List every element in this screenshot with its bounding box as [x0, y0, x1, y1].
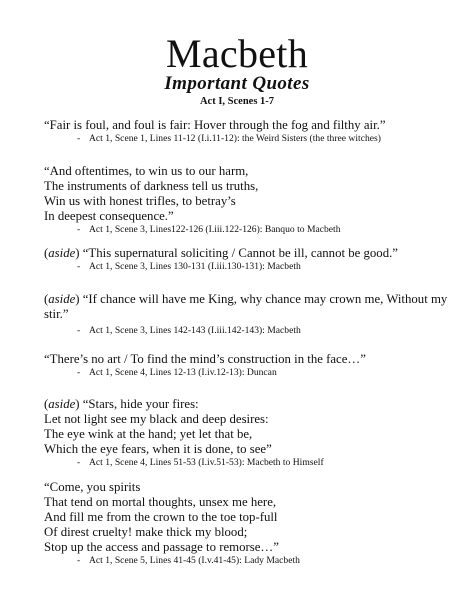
- citation-text: Act 1, Scene 5, Lines 41-45 (I.v.41-45): Lady Macbeth: [89, 555, 300, 566]
- quote-text: [44, 164, 454, 224]
- quote-5: [44, 352, 454, 379]
- quote-line: Let not light see my black and deep desires:: [44, 412, 269, 426]
- quote-line: “Come, you spirits: [44, 480, 141, 494]
- quote-citation: [77, 133, 454, 145]
- page-title: Macbeth: [165, 31, 309, 76]
- citation-dash: -: [77, 224, 81, 235]
- aside-paren: (: [44, 397, 49, 411]
- aside-paren: ): [75, 292, 80, 306]
- quote-text: [44, 292, 454, 322]
- quote-line: “Fair is foul, and foul is fair: Hover through the fog and filthy air.”: [44, 118, 386, 132]
- quote-line: [44, 397, 454, 412]
- quote-line: “And oftentimes, to win us to our harm,: [44, 164, 249, 178]
- quote-line: That tend on mortal thoughts, unsex me here,: [44, 495, 277, 509]
- aside-marker: aside: [48, 397, 76, 411]
- quote-text: [44, 352, 454, 367]
- quote-text: [44, 118, 454, 133]
- quote-text: [44, 246, 454, 261]
- quote-text: [44, 397, 454, 457]
- quote-body: “Stars, hide your fires:: [79, 397, 199, 411]
- quote-line: In deepest consequence.”: [44, 209, 174, 223]
- quote-citation: [77, 457, 454, 469]
- citation-dash: -: [77, 133, 81, 144]
- citation-dash: -: [77, 367, 81, 378]
- quote-7: [44, 480, 454, 567]
- citation-dash: -: [77, 325, 81, 336]
- aside-marker: aside: [48, 292, 76, 306]
- quote-line: Of direst cruelty! make thick my blood;: [44, 525, 248, 539]
- scene-range: Act I, Scenes 1-7: [199, 96, 275, 107]
- citation-text: Act 1, Scene 4, Lines 12-13 (I.iv.12-13): Duncan: [89, 367, 277, 378]
- quote-1: [44, 118, 454, 145]
- citation-text: Act 1, Scene 3, Lines 142-143 (I.iii.142-143): Macbeth: [89, 325, 301, 336]
- quote-line: Win us with honest trifles, to betray’s: [44, 194, 236, 208]
- aside-paren: (: [44, 246, 49, 260]
- quote-citation: [77, 555, 454, 567]
- quote-line: The eye wink at the hand; yet let that be,: [44, 427, 253, 441]
- citation-text: Act 1, Scene 3, Lines 130-131 (I.iii.130-131): Macbeth: [89, 261, 301, 272]
- aside-paren: ): [75, 246, 80, 260]
- quote-line: [44, 292, 454, 322]
- quote-line: The instruments of darkness tell us truths,: [44, 179, 259, 193]
- quote-body: “If chance will have me King, why chance may crown me, Without my stir.”: [44, 292, 448, 321]
- quote-citation: [77, 367, 454, 379]
- citation-text: Act 1, Scene 3, Lines122-126 (I.iii.122-126): Banquo to Macbeth: [89, 224, 341, 235]
- quote-3: [44, 246, 454, 273]
- citation-text: Act 1, Scene 1, Lines 11-12 (I.i.11-12): the Weird Sisters (the three witches): [89, 133, 381, 144]
- quote-6: [44, 397, 454, 469]
- citation-dash: -: [77, 555, 81, 566]
- citation-dash: -: [77, 261, 81, 272]
- citation-dash: -: [77, 457, 81, 468]
- quote-line: And fill me from the crown to the toe top-full: [44, 510, 278, 524]
- quote-citation: [77, 325, 454, 337]
- citation-text: Act 1, Scene 4, Lines 51-53 (I.iv.51-53): Macbeth to Himself: [89, 457, 324, 468]
- quote-line: Stop up the access and passage to remorse…”: [44, 540, 279, 554]
- quote-line: Which the eye fears, when it is done, to see”: [44, 442, 272, 456]
- quote-line: “There’s no art / To find the mind’s construction in the face…”: [44, 352, 366, 366]
- page-subtitle: Important Quotes: [164, 73, 310, 94]
- quote-2: [44, 164, 454, 236]
- quote-line: [44, 246, 454, 261]
- aside-marker: aside: [48, 246, 76, 260]
- quote-citation: [77, 224, 454, 236]
- quote-body: “This supernatural soliciting / Cannot be ill, cannot be good.”: [79, 246, 398, 260]
- quote-text: [44, 480, 454, 555]
- aside-paren: ): [75, 397, 80, 411]
- aside-paren: (: [44, 292, 49, 306]
- quote-citation: [77, 261, 454, 273]
- quote-4: [44, 292, 454, 337]
